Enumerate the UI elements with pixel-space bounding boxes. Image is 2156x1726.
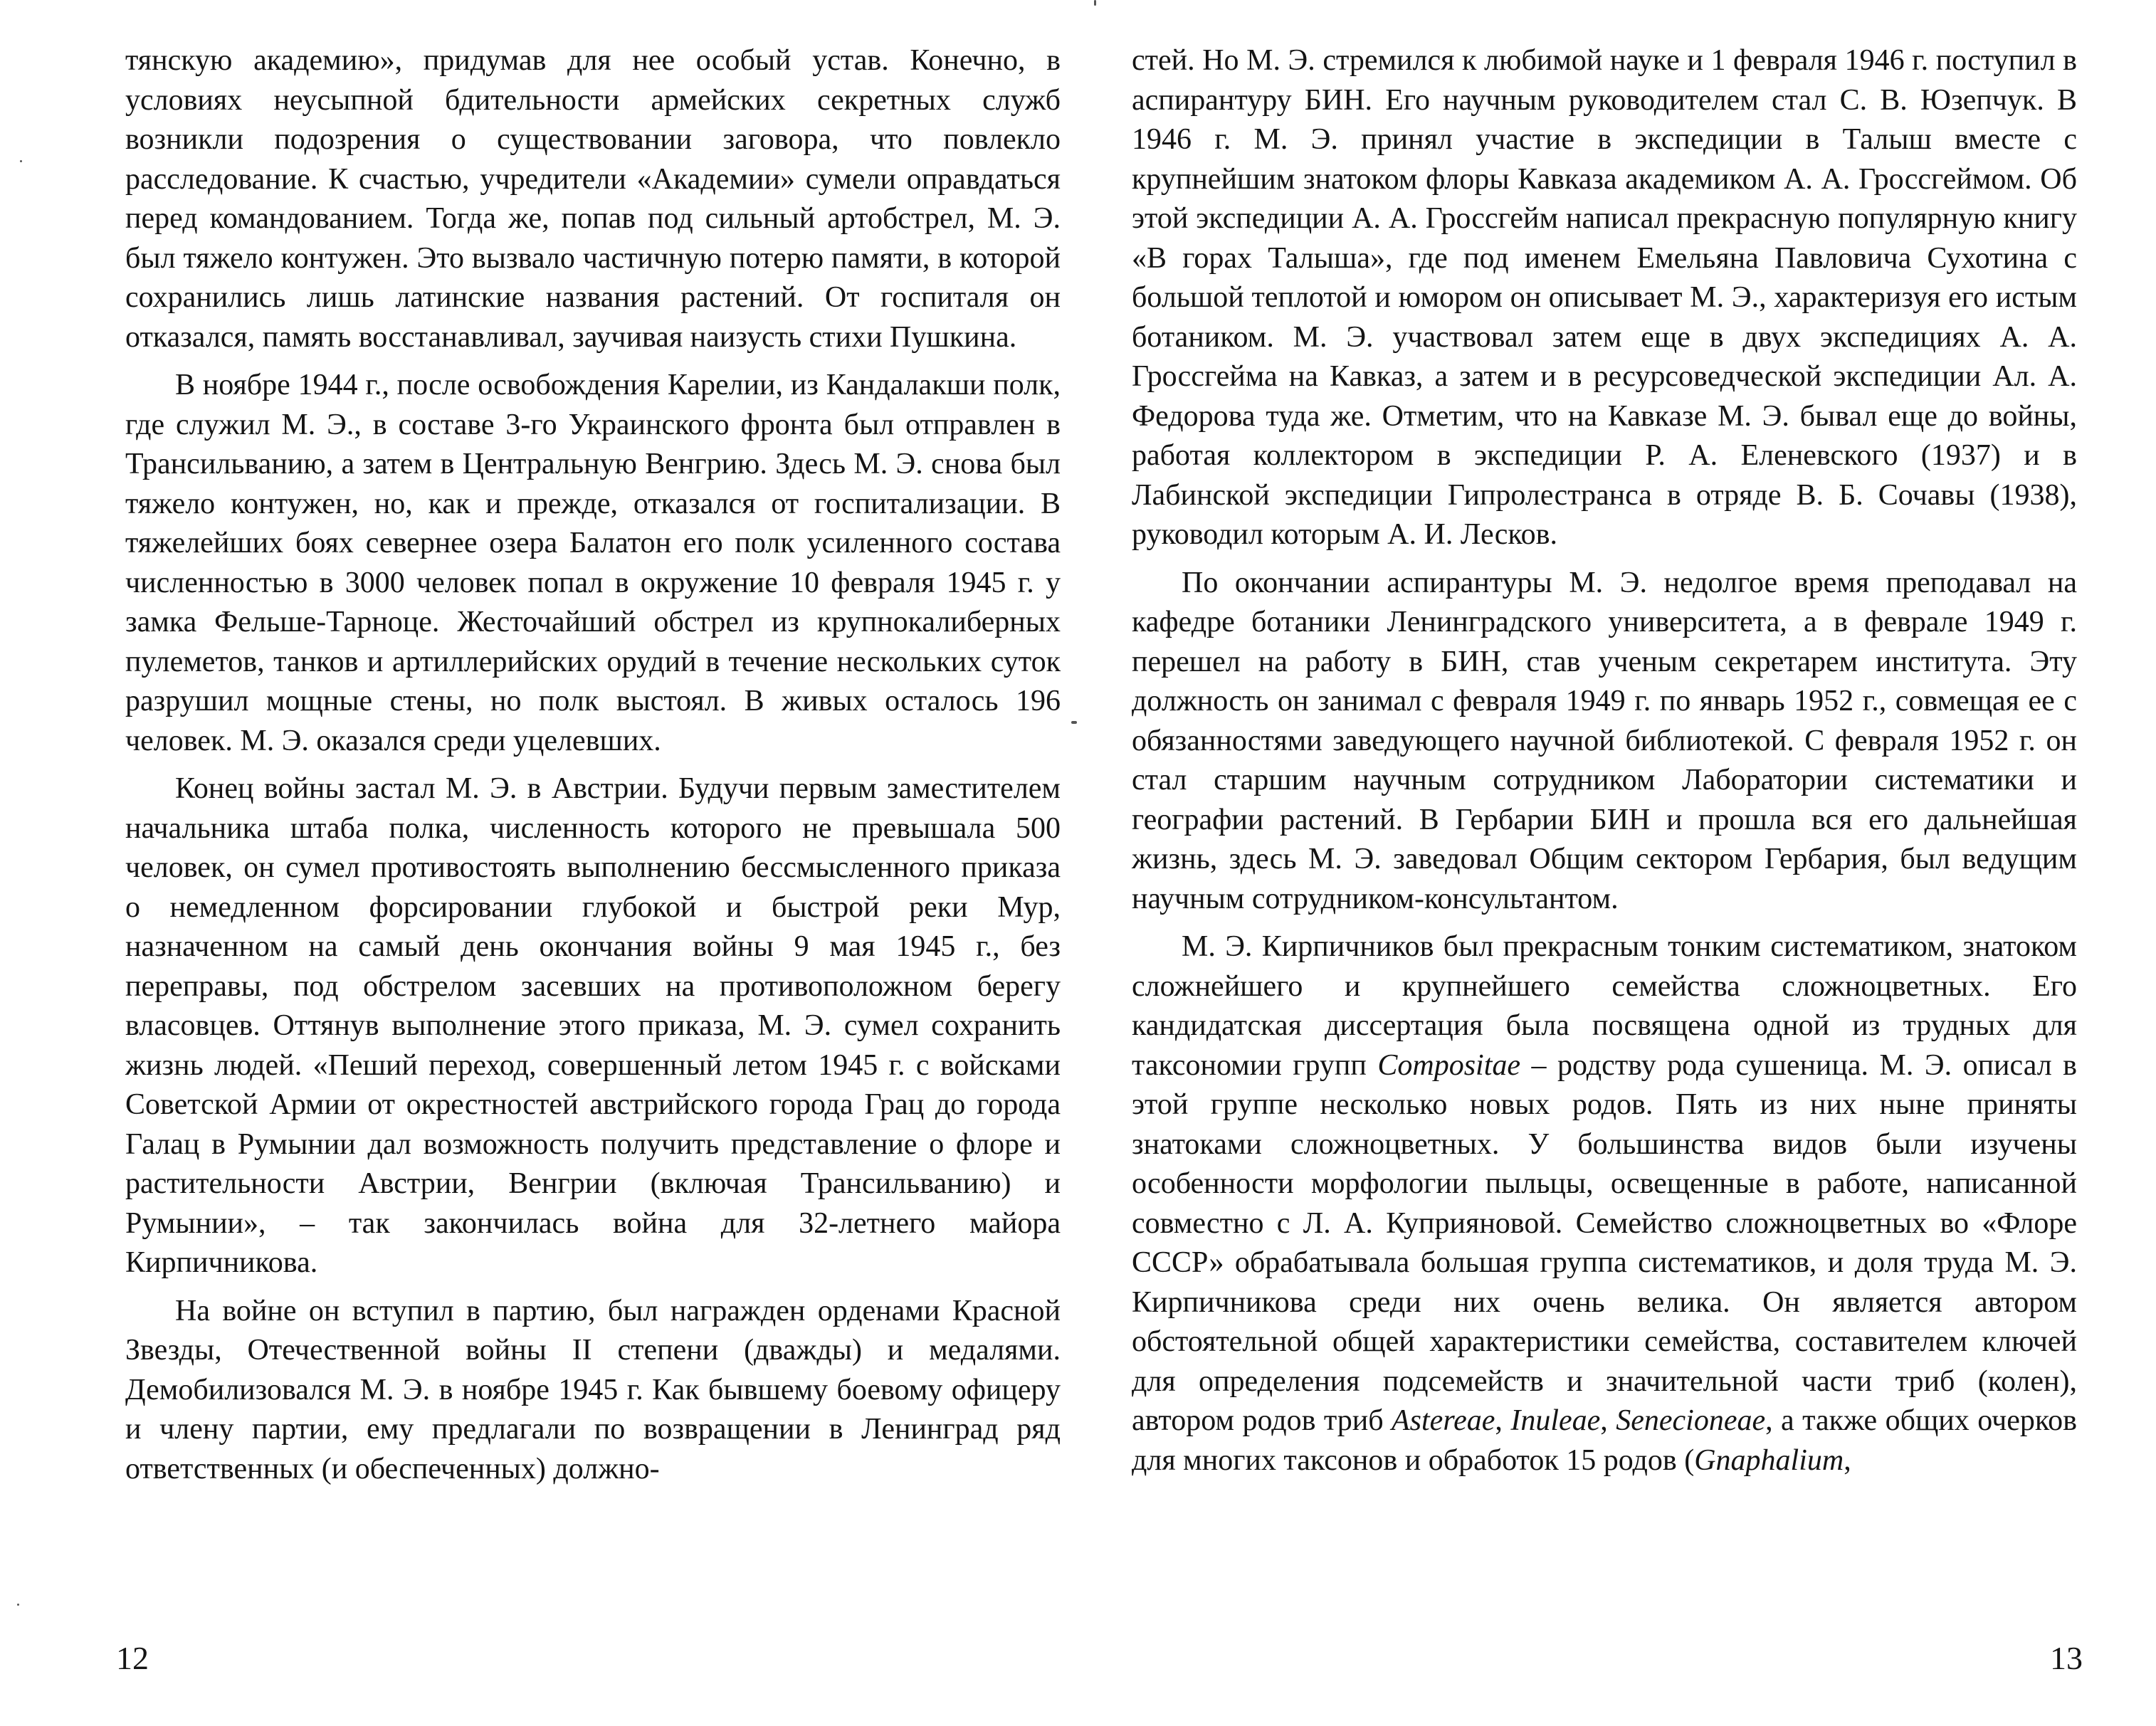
taxon-senecioneae: Senecioneae <box>1616 1404 1766 1437</box>
scan-speck <box>17 1604 19 1606</box>
right-page-number: 13 <box>2050 1640 2083 1676</box>
para3-text-3: , <box>1495 1404 1511 1437</box>
taxon-astereae: Astereae <box>1392 1404 1495 1437</box>
scan-speck <box>20 160 22 162</box>
right-paragraph-3 <box>1132 927 2077 1480</box>
left-page-number: 12 <box>116 1640 149 1676</box>
left-page <box>125 41 1061 1489</box>
scan-speck <box>1071 721 1077 724</box>
right-paragraph-2: По окончании аспирантуры М. Э. недолгое время преподавал на кафедре ботаники Ленинградского университета, а в феврале 1949 г. перешел на работу в БИН, став ученым секретарем института. Эту должность он занимал с февраля 1949 г. по январь 1952 г., совмещая ее с обязанностями заведующего научной библиотекой. С февраля 1952 г. он стал старшим научным сотрудником Лаборатории систематики и географии растений. В Гербарии БИН и прошла вся его дальнейшая жизнь, здесь М. Э. заведовал Общим сектором Гербария, был ведущим научным сотрудником-консультантом. <box>1132 566 2077 915</box>
taxon-inuleae: Inuleae <box>1510 1404 1601 1437</box>
taxon-gnaphalium: Gnaphalium <box>1694 1443 1844 1477</box>
left-paragraph-1: тянскую академию», придумав для нее особый устав. Конечно, в условиях неусыпной бдительности армейских секретных служб возникли подозрения о существовании заговора, что повлекло расследование. К счастью, учредители «Академии» сумели оправдаться перед командованием. Тогда же, попав под сильный артобстрел, М. Э. был тяжело контужен. Это вызвало частичную потерю памяти, в которой сохранились лишь латинские названия растений. От госпиталя он отказался, память восстанавливал, заучивая наизусть стихи Пушкина. <box>125 44 1061 354</box>
left-paragraph-2: В ноябре 1944 г., после освобождения Карелии, из Кандалакши полк, где служил М. Э., в составе 3-го Украинского фронта был отправлен в Трансильванию, а затем в Центральную Венгрию. Здесь М. Э. снова был тяжело контужен, но, как и прежде, отказался от госпитализации. В тяжелейших боях севернее озера Балатон его полк усиленного состава численностью в 3000 человек попал в окружение 10 февраля 1945 г. у замка Фельше-Тарноце. Жесточайший обстрел из крупнокалиберных пулеметов, танков и артиллерийских орудий в течение нескольких суток разрушил мощные стены, но полк выстоял. В живых осталось 196 человек. М. Э. оказался среди уцелевших. <box>125 369 1061 757</box>
para3-text-4: , <box>1600 1404 1616 1437</box>
left-paragraph-3: Конец войны застал М. Э. в Австрии. Будучи первым заместителем начальника штаба полка, численность которого не превышала 500 человек, он сумел противостоять выполнению бессмысленного приказа о немедленном форсировании глубокой и быстрой реки Мур, назначенном на самый день окончания войны 9 мая 1945 г., без переправы, под обстрелом засевших на противоположном берегу власовцев. Оттянув выполнение этого приказа, М. Э. сумел сохранить жизнь людей. «Пеший переход, совершенный летом 1945 г. с войсками Советской Армии от окрестностей австрийского города Грац до города Галац в Румынии дал возможность получить представление о флоре и растительности Австрии, Венгрии (включая Трансильванию) и Румынии», – так закончилась война для 32-летнего майора Кирпичникова. <box>125 772 1061 1279</box>
para3-text-6: , <box>1844 1443 1851 1477</box>
para3-text-2: – родству рода сушеница. М. Э. описал в этой группе несколько новых родов. Пять из них ныне приняты знатоками сложноцветных. У большинства видов были изучены особенности морфологии пыльцы, освещенные в работе, написанной совместно с Л. А. Куприяновой. Семейство сложноцветных во «Флоре СССР» обрабатывала большая группа систематиков, и доля труда М. Э. Кирпичникова среди них очень велика. Он является автором обстоятельной общей характеристики семейства, составителем ключей для определения подсемейств и значительной части триб (колен), автором родов триб <box>1132 1048 2077 1437</box>
scan-speck <box>1094 0 1096 6</box>
taxon-compositae: Compositae <box>1377 1048 1521 1082</box>
para3-text-5: , а также общих очерков для многих таксонов и обработок 15 родов ( <box>1132 1404 2077 1477</box>
right-page <box>1132 41 2077 1480</box>
left-paragraph-4: На войне он вступил в партию, был награжден орденами Красной Звезды, Отечественной войны II степени (дважды) и медалями. Демобилизовался М. Э. в ноябре 1945 г. Как бывшему боевому офицеру и члену партии, ему предлагали по возвращении в Ленинград ряд ответственных (и обеспеченных) должно- <box>125 1294 1061 1485</box>
para3-text-1: М. Э. Кирпичников был прекрасным тонким систематиком, знатоком сложнейшего и крупнейшего семейства сложноцветных. Его кандидатская диссертация была посвящена одной из трудных для таксономии групп <box>1132 930 2077 1082</box>
right-paragraph-1: стей. Но М. Э. стремился к любимой науке и 1 февраля 1946 г. поступил в аспирантуру БИН. Его научным руководителем стал С. В. Юзепчук. В 1946 г. М. Э. принял участие в экспедиции в Талыш вместе с крупнейшим знатоком флоры Кавказа академиком А. А. Гроссгеймом. Об этой экспедиции А. А. Гроссгейм написал прекрасную популярную книгу «В горах Талыша», где под именем Емельяна Павловича Сухотина с большой теплотой и юмором он описывает М. Э., характеризуя его истым ботаником. М. Э. участвовал затем еще в двух экспедициях А. А. Гроссгейма на Кавказ, а затем и в ресурсоведческой экспедиции Ал. А. Федорова туда же. Отметим, что на Кавказе М. Э. бывал еще до войны, работая коллектором в экспедиции Р. А. Еленевского (1937) и в Лабинской экспедиции Гипролестранса в отряде В. Б. Сочавы (1938), руководил которым А. И. Лесков. <box>1132 44 2077 551</box>
